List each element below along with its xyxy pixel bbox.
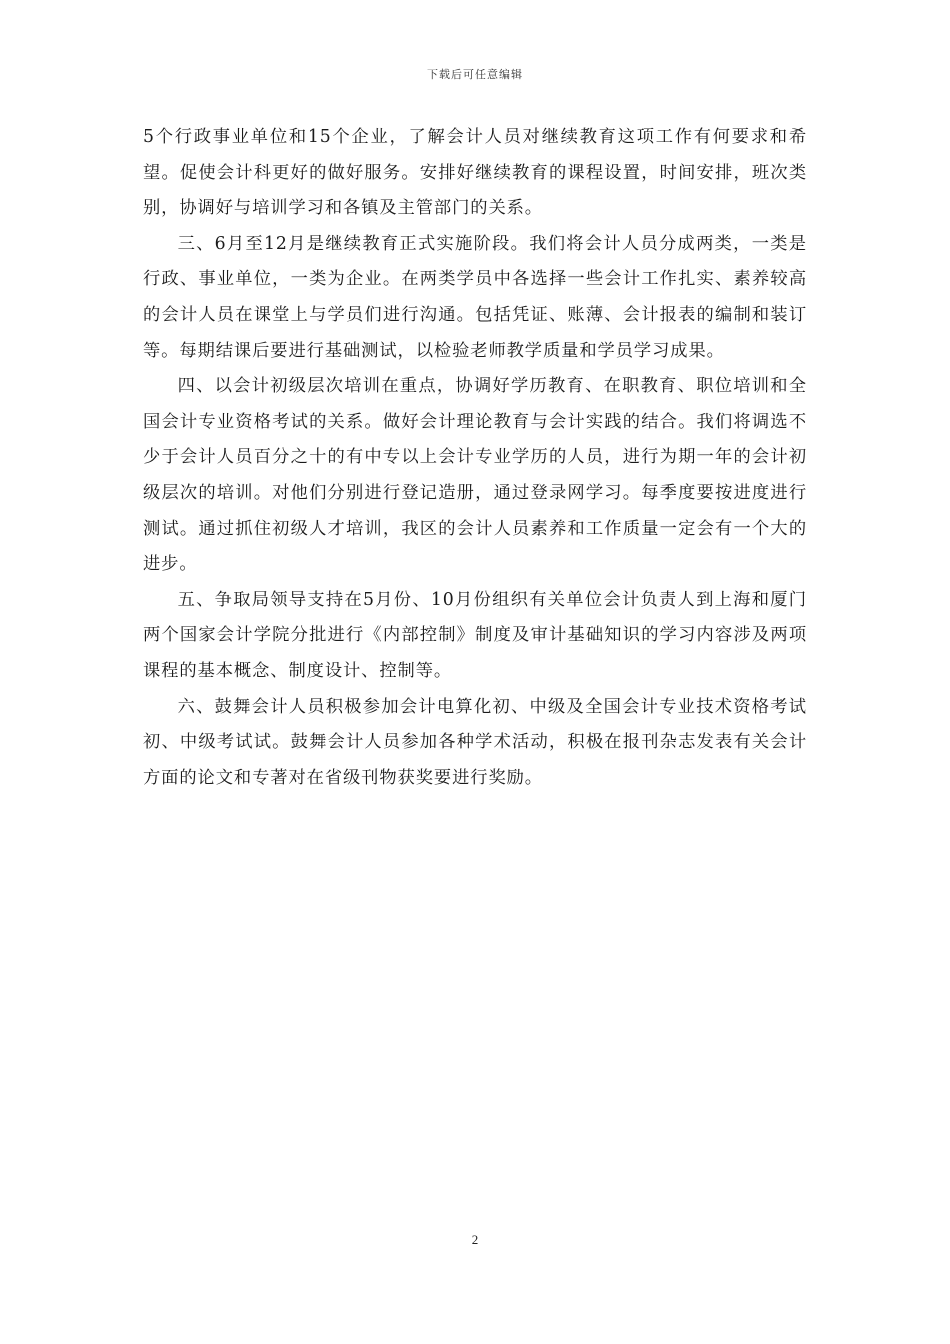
page-header-note: 下载后可任意编辑 xyxy=(427,68,523,81)
paragraph-item-five: 五、争取局领导支持在5月份、10月份组织有关单位会计负责人到上海和厦门两个国家会计学院分批进行《内部控制》制度及审计基础知识的学习内容涉及两项课程的基本概念、制度设计、控制等。 xyxy=(143,589,807,681)
paragraph-continuation: 5个行政事业单位和15个企业，了解会计人员对继续教育这项工作有何要求和希望。促使会计科更好的做好服务。安排好继续教育的课程设置，时间安排，班次类别，协调好与培训学习和各镇及主管部门的关系。 xyxy=(143,127,807,219)
paragraph-item-three: 三、6月至12月是继续教育正式实施阶段。我们将会计人员分成两类，一类是行政、事业单位，一类为企业。在两类学员中各选择一些会计工作扎实、素养较高的会计人员在课堂上与学员们进行沟通。包括凭证、账薄、会计报表的编制和装订等。每期结课后要进行基础测试，以检验老师教学质量和学员学习成果。 xyxy=(143,233,807,361)
document-body xyxy=(143,120,807,796)
page-number: 2 xyxy=(471,1232,479,1247)
paragraph-item-six: 六、鼓舞会计人员积极参加会计电算化初、中级及全国会计专业技术资格考试初、中级考试试。鼓舞会计人员参加各种学术活动，积极在报刊杂志发表有关会计方面的论文和专著对在省级刊物获奖要进行奖励。 xyxy=(143,696,807,788)
paragraph-item-four: 四、以会计初级层次培训在重点，协调好学历教育、在职教育、职位培训和全国会计专业资格考试的关系。做好会计理论教育与会计实践的结合。我们将调选不少于会计人员百分之十的有中专以上会计专业学历的人员，进行为期一年的会计初级层次的培训。对他们分别进行登记造册，通过登录网学习。每季度要按进度进行测试。通过抓住初级人才培训，我区的会计人员素养和工作质量一定会有一个大的进步。 xyxy=(143,376,807,575)
